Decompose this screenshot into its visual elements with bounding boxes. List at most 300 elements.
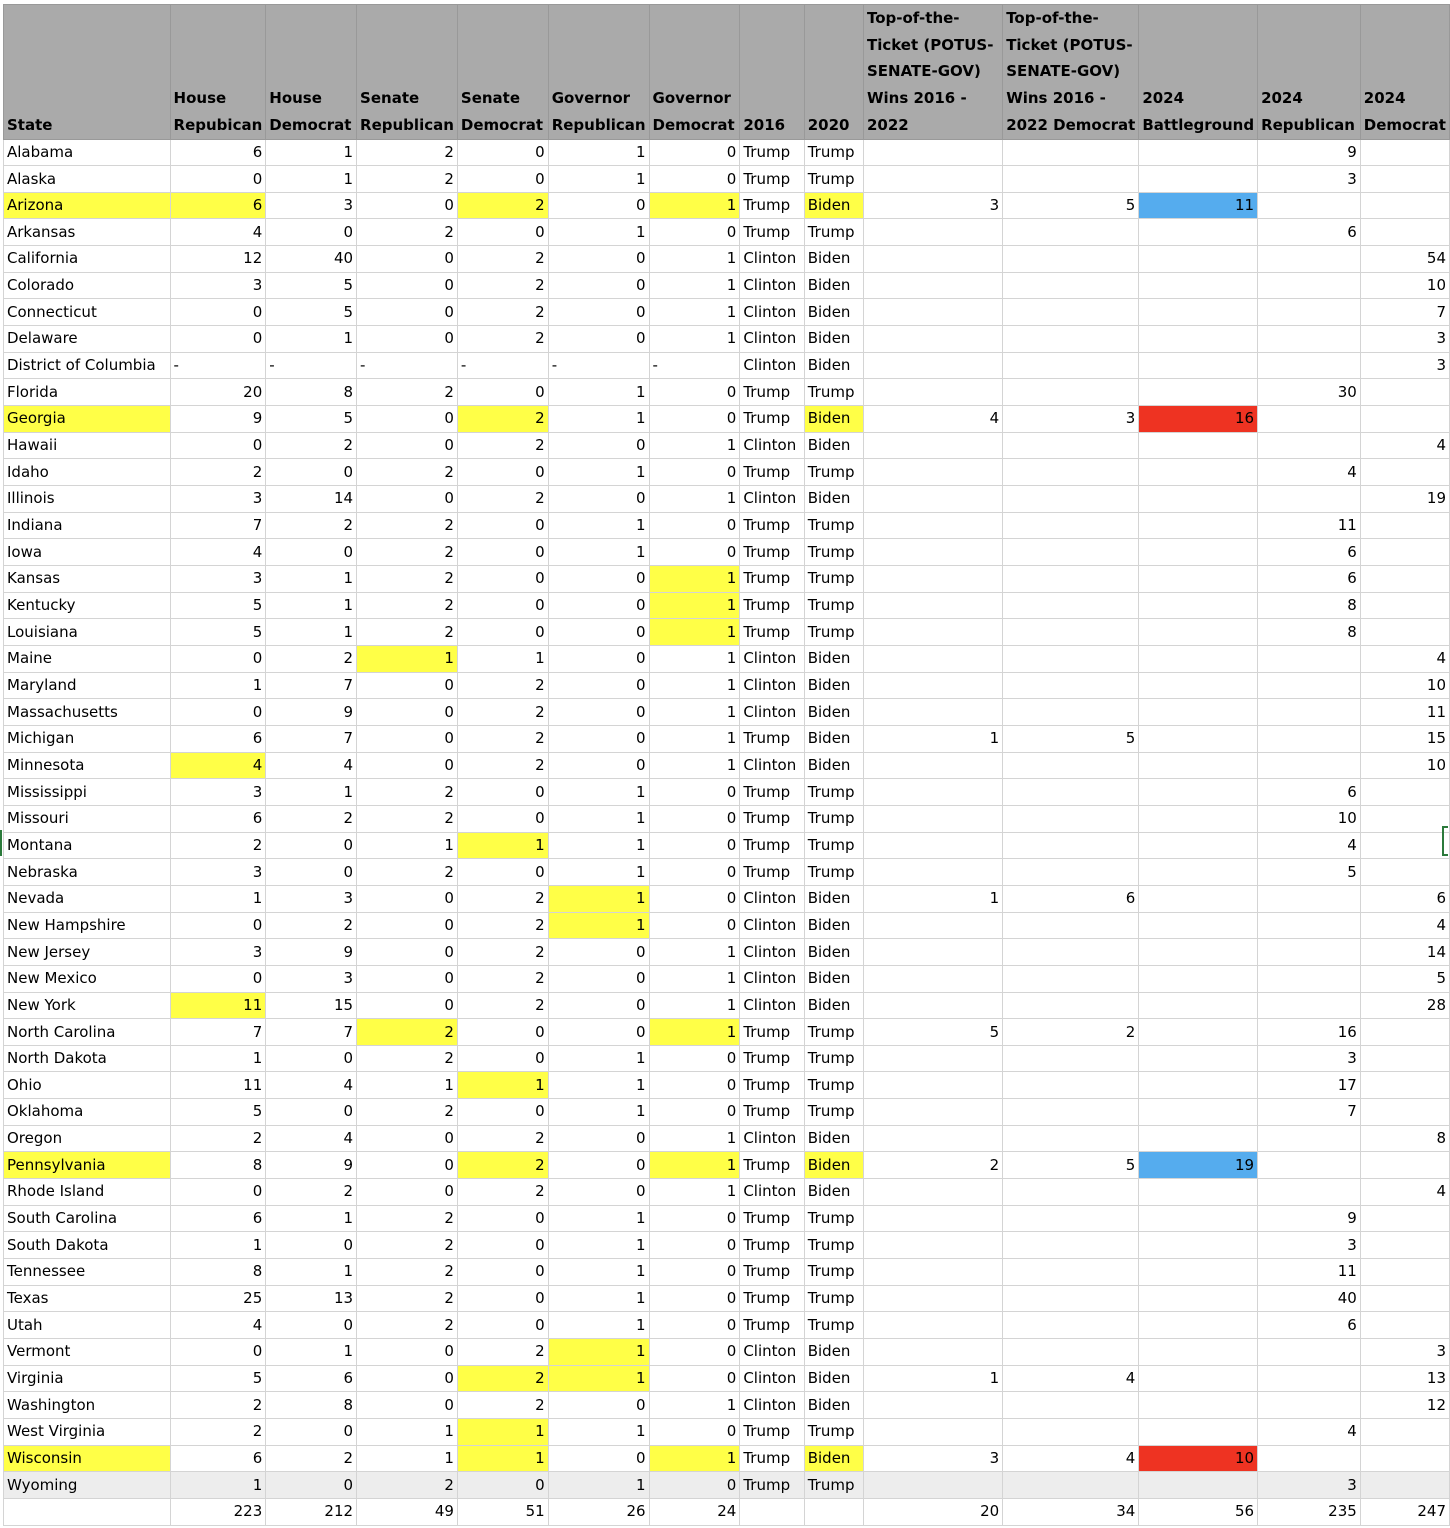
- data-cell[interactable]: [1360, 512, 1449, 539]
- data-cell[interactable]: [1258, 912, 1361, 939]
- data-cell[interactable]: Trump: [740, 406, 804, 433]
- data-cell[interactable]: [1360, 1072, 1449, 1099]
- data-cell[interactable]: [1139, 1259, 1258, 1286]
- data-cell[interactable]: 0: [649, 1072, 740, 1099]
- column-header-11[interactable]: [1139, 5, 1258, 140]
- data-cell[interactable]: [1003, 645, 1139, 672]
- data-cell[interactable]: 0: [548, 1179, 649, 1206]
- data-cell[interactable]: [1003, 859, 1139, 886]
- data-cell[interactable]: [863, 1312, 1002, 1339]
- data-cell[interactable]: 0: [357, 246, 458, 273]
- data-cell[interactable]: 0: [457, 859, 548, 886]
- data-cell[interactable]: 0: [548, 1445, 649, 1472]
- data-cell[interactable]: 9: [266, 939, 357, 966]
- data-cell[interactable]: 1: [170, 1472, 266, 1499]
- data-cell[interactable]: -: [548, 352, 649, 379]
- data-cell[interactable]: 0: [457, 539, 548, 566]
- data-cell[interactable]: Trump: [740, 592, 804, 619]
- data-cell[interactable]: [1360, 1312, 1449, 1339]
- data-cell[interactable]: 4: [266, 1125, 357, 1152]
- total-cell[interactable]: 247: [1360, 1498, 1449, 1525]
- data-cell[interactable]: [1139, 326, 1258, 353]
- data-cell[interactable]: 0: [357, 725, 458, 752]
- column-header-4[interactable]: [457, 5, 548, 140]
- column-header-1[interactable]: [170, 5, 266, 140]
- data-cell[interactable]: 0: [457, 1099, 548, 1126]
- data-cell[interactable]: 1: [548, 1472, 649, 1499]
- data-cell[interactable]: 5: [1003, 725, 1139, 752]
- data-cell[interactable]: 2: [357, 166, 458, 193]
- data-cell[interactable]: 2: [266, 512, 357, 539]
- data-cell[interactable]: Clinton: [740, 752, 804, 779]
- data-cell[interactable]: [1360, 1445, 1449, 1472]
- data-cell[interactable]: 5: [863, 1019, 1002, 1046]
- data-cell[interactable]: [1139, 885, 1258, 912]
- data-cell[interactable]: Clinton: [740, 1339, 804, 1366]
- data-cell[interactable]: 4: [170, 539, 266, 566]
- data-cell[interactable]: 7: [266, 1019, 357, 1046]
- data-cell[interactable]: 0: [266, 1045, 357, 1072]
- data-cell[interactable]: 14: [1360, 939, 1449, 966]
- data-cell[interactable]: 3: [266, 192, 357, 219]
- data-cell[interactable]: -: [170, 352, 266, 379]
- data-cell[interactable]: Biden: [804, 1445, 863, 1472]
- data-cell[interactable]: 2: [457, 326, 548, 353]
- data-cell[interactable]: 6: [266, 1365, 357, 1392]
- data-cell[interactable]: [1360, 1152, 1449, 1179]
- data-cell[interactable]: 3: [170, 566, 266, 593]
- data-cell[interactable]: 1: [649, 619, 740, 646]
- data-cell[interactable]: 11: [1360, 699, 1449, 726]
- data-cell[interactable]: [1003, 912, 1139, 939]
- data-cell[interactable]: 0: [357, 299, 458, 326]
- data-cell[interactable]: 0: [457, 139, 548, 166]
- data-cell[interactable]: 8: [1258, 619, 1361, 646]
- data-cell[interactable]: 2: [170, 1392, 266, 1419]
- total-cell[interactable]: 212: [266, 1498, 357, 1525]
- data-cell[interactable]: Trump: [740, 832, 804, 859]
- data-cell[interactable]: 1: [357, 832, 458, 859]
- data-cell[interactable]: 1: [457, 1072, 548, 1099]
- data-cell[interactable]: 1: [457, 1445, 548, 1472]
- total-cell[interactable]: 20: [863, 1498, 1002, 1525]
- state-name-cell[interactable]: Minnesota: [4, 752, 171, 779]
- data-cell[interactable]: Clinton: [740, 352, 804, 379]
- data-cell[interactable]: 1: [649, 1019, 740, 1046]
- data-cell[interactable]: [1360, 619, 1449, 646]
- data-cell[interactable]: 0: [357, 1365, 458, 1392]
- data-cell[interactable]: [1258, 1152, 1361, 1179]
- data-cell[interactable]: 12: [1360, 1392, 1449, 1419]
- state-name-cell[interactable]: Colorado: [4, 272, 171, 299]
- data-cell[interactable]: 2: [266, 805, 357, 832]
- data-cell[interactable]: 2: [357, 219, 458, 246]
- data-cell[interactable]: 2: [457, 486, 548, 513]
- data-cell[interactable]: [1258, 246, 1361, 273]
- data-cell[interactable]: Biden: [804, 1365, 863, 1392]
- data-cell[interactable]: 11: [170, 1072, 266, 1099]
- data-cell[interactable]: Biden: [804, 432, 863, 459]
- data-cell[interactable]: 0: [357, 912, 458, 939]
- data-cell[interactable]: -: [649, 352, 740, 379]
- data-cell[interactable]: 0: [548, 1392, 649, 1419]
- data-cell[interactable]: [1003, 1072, 1139, 1099]
- data-cell[interactable]: 9: [170, 406, 266, 433]
- data-cell[interactable]: Clinton: [740, 299, 804, 326]
- data-cell[interactable]: [1003, 1472, 1139, 1499]
- data-cell[interactable]: 2: [357, 1205, 458, 1232]
- data-cell[interactable]: [1258, 406, 1361, 433]
- data-cell[interactable]: Trump: [740, 859, 804, 886]
- data-cell[interactable]: Trump: [804, 1205, 863, 1232]
- data-cell[interactable]: 0: [548, 566, 649, 593]
- state-name-cell[interactable]: Washington: [4, 1392, 171, 1419]
- data-cell[interactable]: 0: [649, 379, 740, 406]
- data-cell[interactable]: 0: [649, 219, 740, 246]
- data-cell[interactable]: 1: [548, 1312, 649, 1339]
- data-cell[interactable]: Biden: [804, 1339, 863, 1366]
- data-cell[interactable]: 0: [170, 1179, 266, 1206]
- data-cell[interactable]: [1139, 219, 1258, 246]
- data-cell[interactable]: 1: [548, 139, 649, 166]
- data-cell[interactable]: 0: [457, 1205, 548, 1232]
- data-cell[interactable]: 0: [170, 1339, 266, 1366]
- total-cell[interactable]: 24: [649, 1498, 740, 1525]
- data-cell[interactable]: 0: [170, 699, 266, 726]
- data-cell[interactable]: [1139, 1072, 1258, 1099]
- data-cell[interactable]: 16: [1139, 406, 1258, 433]
- data-cell[interactable]: 0: [548, 592, 649, 619]
- data-cell[interactable]: 4: [266, 1072, 357, 1099]
- state-name-cell[interactable]: Vermont: [4, 1339, 171, 1366]
- data-cell[interactable]: [1139, 166, 1258, 193]
- data-cell[interactable]: [1139, 272, 1258, 299]
- data-cell[interactable]: 1: [548, 912, 649, 939]
- data-cell[interactable]: [1003, 379, 1139, 406]
- data-cell[interactable]: [1003, 432, 1139, 459]
- data-cell[interactable]: 0: [649, 805, 740, 832]
- data-cell[interactable]: [863, 1099, 1002, 1126]
- state-name-cell[interactable]: Florida: [4, 379, 171, 406]
- data-cell[interactable]: [1139, 139, 1258, 166]
- data-cell[interactable]: 1: [649, 1179, 740, 1206]
- data-cell[interactable]: [1003, 1419, 1139, 1446]
- data-cell[interactable]: Clinton: [740, 272, 804, 299]
- data-cell[interactable]: 0: [548, 965, 649, 992]
- data-cell[interactable]: Trump: [804, 1099, 863, 1126]
- data-cell[interactable]: 4: [1360, 1179, 1449, 1206]
- data-cell[interactable]: [1003, 592, 1139, 619]
- data-cell[interactable]: [1139, 592, 1258, 619]
- data-cell[interactable]: [863, 992, 1002, 1019]
- data-cell[interactable]: 2: [357, 379, 458, 406]
- data-cell[interactable]: [1139, 1285, 1258, 1312]
- data-cell[interactable]: Clinton: [740, 699, 804, 726]
- data-cell[interactable]: Trump: [804, 139, 863, 166]
- data-cell[interactable]: [1360, 192, 1449, 219]
- data-cell[interactable]: 10: [1360, 672, 1449, 699]
- state-name-cell[interactable]: Arkansas: [4, 219, 171, 246]
- column-header-2[interactable]: [266, 5, 357, 140]
- data-cell[interactable]: [1360, 459, 1449, 486]
- data-cell[interactable]: 5: [1003, 1152, 1139, 1179]
- total-cell[interactable]: [740, 1498, 804, 1525]
- data-cell[interactable]: 5: [266, 406, 357, 433]
- data-cell[interactable]: Biden: [804, 1392, 863, 1419]
- data-cell[interactable]: 0: [649, 1045, 740, 1072]
- data-cell[interactable]: [863, 459, 1002, 486]
- data-cell[interactable]: 3: [863, 192, 1002, 219]
- data-cell[interactable]: [1003, 1125, 1139, 1152]
- data-cell[interactable]: [1258, 752, 1361, 779]
- data-cell[interactable]: [1139, 1472, 1258, 1499]
- data-cell[interactable]: 6: [170, 1205, 266, 1232]
- data-cell[interactable]: 6: [170, 1445, 266, 1472]
- data-cell[interactable]: [863, 1339, 1002, 1366]
- data-cell[interactable]: 4: [1258, 832, 1361, 859]
- data-cell[interactable]: 2: [457, 1179, 548, 1206]
- data-cell[interactable]: 0: [649, 1285, 740, 1312]
- data-cell[interactable]: [1258, 939, 1361, 966]
- data-cell[interactable]: Trump: [740, 779, 804, 806]
- data-cell[interactable]: Trump: [804, 619, 863, 646]
- data-cell[interactable]: Clinton: [740, 326, 804, 353]
- data-cell[interactable]: [863, 779, 1002, 806]
- data-cell[interactable]: 2: [266, 912, 357, 939]
- data-cell[interactable]: 4: [1003, 1365, 1139, 1392]
- data-cell[interactable]: 0: [548, 725, 649, 752]
- data-cell[interactable]: 0: [649, 912, 740, 939]
- state-name-cell[interactable]: Mississippi: [4, 779, 171, 806]
- data-cell[interactable]: Clinton: [740, 1365, 804, 1392]
- data-cell[interactable]: [1003, 219, 1139, 246]
- data-cell[interactable]: Trump: [740, 1419, 804, 1446]
- data-cell[interactable]: [1139, 1205, 1258, 1232]
- data-cell[interactable]: 2: [266, 1179, 357, 1206]
- data-cell[interactable]: [1258, 725, 1361, 752]
- data-cell[interactable]: 4: [1360, 645, 1449, 672]
- data-cell[interactable]: [1258, 192, 1361, 219]
- data-cell[interactable]: [1139, 1365, 1258, 1392]
- data-cell[interactable]: 1: [457, 645, 548, 672]
- data-cell[interactable]: [863, 1179, 1002, 1206]
- data-cell[interactable]: 1: [457, 1419, 548, 1446]
- data-cell[interactable]: 0: [457, 566, 548, 593]
- data-cell[interactable]: 2: [357, 512, 458, 539]
- data-cell[interactable]: [1139, 965, 1258, 992]
- data-cell[interactable]: 6: [170, 139, 266, 166]
- state-name-cell[interactable]: Alabama: [4, 139, 171, 166]
- data-cell[interactable]: [1258, 672, 1361, 699]
- data-cell[interactable]: 2: [457, 1392, 548, 1419]
- data-cell[interactable]: 1: [548, 832, 649, 859]
- data-cell[interactable]: 3: [170, 272, 266, 299]
- data-cell[interactable]: 5: [1360, 965, 1449, 992]
- data-cell[interactable]: 0: [357, 885, 458, 912]
- column-header-0[interactable]: [4, 5, 171, 140]
- data-cell[interactable]: 5: [170, 1099, 266, 1126]
- data-cell[interactable]: Trump: [740, 139, 804, 166]
- data-cell[interactable]: 0: [548, 672, 649, 699]
- data-cell[interactable]: [863, 752, 1002, 779]
- data-cell[interactable]: 1: [548, 805, 649, 832]
- data-cell[interactable]: 2: [357, 1045, 458, 1072]
- data-cell[interactable]: 0: [457, 1259, 548, 1286]
- data-cell[interactable]: 6: [170, 192, 266, 219]
- data-cell[interactable]: Trump: [740, 1205, 804, 1232]
- data-cell[interactable]: 1: [649, 725, 740, 752]
- state-name-cell[interactable]: New Jersey: [4, 939, 171, 966]
- data-cell[interactable]: 0: [649, 1232, 740, 1259]
- data-cell[interactable]: Biden: [804, 326, 863, 353]
- data-cell[interactable]: [863, 379, 1002, 406]
- data-cell[interactable]: 2: [357, 566, 458, 593]
- data-cell[interactable]: 3: [1360, 326, 1449, 353]
- data-cell[interactable]: [1139, 645, 1258, 672]
- data-cell[interactable]: [1003, 939, 1139, 966]
- data-cell[interactable]: Trump: [740, 805, 804, 832]
- data-cell[interactable]: 1: [266, 592, 357, 619]
- data-cell[interactable]: 1: [170, 1232, 266, 1259]
- data-cell[interactable]: 0: [548, 192, 649, 219]
- data-cell[interactable]: 6: [1258, 566, 1361, 593]
- data-cell[interactable]: [1139, 1339, 1258, 1366]
- data-cell[interactable]: 1: [548, 512, 649, 539]
- data-cell[interactable]: [1258, 326, 1361, 353]
- data-cell[interactable]: 8: [170, 1259, 266, 1286]
- data-cell[interactable]: Trump: [740, 1019, 804, 1046]
- data-cell[interactable]: [1139, 1419, 1258, 1446]
- data-cell[interactable]: 0: [548, 699, 649, 726]
- data-cell[interactable]: 8: [1360, 1125, 1449, 1152]
- data-cell[interactable]: [1003, 779, 1139, 806]
- data-cell[interactable]: 8: [170, 1152, 266, 1179]
- data-cell[interactable]: 4: [1003, 1445, 1139, 1472]
- data-cell[interactable]: [1003, 512, 1139, 539]
- data-cell[interactable]: 14: [266, 486, 357, 513]
- data-cell[interactable]: 2: [357, 779, 458, 806]
- data-cell[interactable]: Biden: [804, 272, 863, 299]
- data-cell[interactable]: 2: [357, 1019, 458, 1046]
- data-cell[interactable]: 0: [649, 885, 740, 912]
- data-cell[interactable]: [1003, 326, 1139, 353]
- data-cell[interactable]: 0: [548, 326, 649, 353]
- state-name-cell[interactable]: Texas: [4, 1285, 171, 1312]
- data-cell[interactable]: [1258, 645, 1361, 672]
- data-cell[interactable]: 2: [170, 459, 266, 486]
- data-cell[interactable]: 0: [548, 619, 649, 646]
- data-cell[interactable]: [1003, 832, 1139, 859]
- data-cell[interactable]: 7: [170, 512, 266, 539]
- data-cell[interactable]: 0: [357, 1125, 458, 1152]
- data-cell[interactable]: 6: [1003, 885, 1139, 912]
- state-name-cell[interactable]: Iowa: [4, 539, 171, 566]
- data-cell[interactable]: [1139, 672, 1258, 699]
- data-cell[interactable]: 1: [548, 1365, 649, 1392]
- data-cell[interactable]: 1: [649, 1392, 740, 1419]
- data-cell[interactable]: Biden: [804, 1179, 863, 1206]
- data-cell[interactable]: [1003, 1179, 1139, 1206]
- state-name-cell[interactable]: Illinois: [4, 486, 171, 513]
- total-cell[interactable]: 56: [1139, 1498, 1258, 1525]
- data-cell[interactable]: [863, 539, 1002, 566]
- data-cell[interactable]: 28: [1360, 992, 1449, 1019]
- data-cell[interactable]: [863, 1419, 1002, 1446]
- data-cell[interactable]: 4: [266, 752, 357, 779]
- data-cell[interactable]: [1003, 486, 1139, 513]
- data-cell[interactable]: 2: [357, 139, 458, 166]
- data-cell[interactable]: 3: [170, 779, 266, 806]
- data-cell[interactable]: 0: [548, 486, 649, 513]
- data-cell[interactable]: Trump: [740, 1312, 804, 1339]
- data-cell[interactable]: Trump: [740, 1472, 804, 1499]
- data-cell[interactable]: [863, 512, 1002, 539]
- data-cell[interactable]: Biden: [804, 912, 863, 939]
- data-cell[interactable]: [863, 672, 1002, 699]
- data-cell[interactable]: 0: [649, 1419, 740, 1446]
- data-cell[interactable]: 5: [266, 299, 357, 326]
- data-cell[interactable]: 3: [170, 486, 266, 513]
- data-cell[interactable]: 0: [649, 1365, 740, 1392]
- data-cell[interactable]: 0: [266, 1099, 357, 1126]
- data-cell[interactable]: 1: [649, 699, 740, 726]
- state-name-cell[interactable]: Virginia: [4, 1365, 171, 1392]
- data-cell[interactable]: Clinton: [740, 246, 804, 273]
- state-name-cell[interactable]: Pennsylvania: [4, 1152, 171, 1179]
- data-cell[interactable]: 1: [548, 1205, 649, 1232]
- data-cell[interactable]: [1360, 539, 1449, 566]
- data-cell[interactable]: [1258, 1365, 1361, 1392]
- data-cell[interactable]: [1258, 885, 1361, 912]
- data-cell[interactable]: 2: [457, 272, 548, 299]
- state-name-cell[interactable]: Montana: [4, 832, 171, 859]
- data-cell[interactable]: 0: [457, 592, 548, 619]
- data-cell[interactable]: [1360, 1205, 1449, 1232]
- total-cell[interactable]: 51: [457, 1498, 548, 1525]
- data-cell[interactable]: 1: [170, 672, 266, 699]
- data-cell[interactable]: 0: [170, 432, 266, 459]
- data-cell[interactable]: 5: [170, 592, 266, 619]
- data-cell[interactable]: 0: [649, 1099, 740, 1126]
- state-name-cell[interactable]: New Mexico: [4, 965, 171, 992]
- data-cell[interactable]: Trump: [804, 459, 863, 486]
- data-cell[interactable]: [1003, 699, 1139, 726]
- data-cell[interactable]: 1: [170, 1045, 266, 1072]
- data-cell[interactable]: [863, 1205, 1002, 1232]
- data-cell[interactable]: 1: [649, 992, 740, 1019]
- total-cell[interactable]: 223: [170, 1498, 266, 1525]
- state-name-cell[interactable]: Louisiana: [4, 619, 171, 646]
- data-cell[interactable]: Trump: [740, 539, 804, 566]
- data-cell[interactable]: 1: [548, 166, 649, 193]
- spreadsheet-table[interactable]: [3, 4, 1450, 1526]
- data-cell[interactable]: 7: [1258, 1099, 1361, 1126]
- data-cell[interactable]: 4: [1360, 912, 1449, 939]
- data-cell[interactable]: Trump: [804, 1045, 863, 1072]
- data-cell[interactable]: Biden: [804, 699, 863, 726]
- data-cell[interactable]: 1: [548, 379, 649, 406]
- data-cell[interactable]: 0: [357, 406, 458, 433]
- data-cell[interactable]: 2: [266, 1445, 357, 1472]
- data-cell[interactable]: 25: [170, 1285, 266, 1312]
- data-cell[interactable]: 1: [170, 885, 266, 912]
- data-cell[interactable]: [1139, 432, 1258, 459]
- data-cell[interactable]: [1139, 379, 1258, 406]
- data-cell[interactable]: Trump: [804, 832, 863, 859]
- data-cell[interactable]: [863, 1232, 1002, 1259]
- data-cell[interactable]: 11: [1258, 1259, 1361, 1286]
- data-cell[interactable]: [1360, 779, 1449, 806]
